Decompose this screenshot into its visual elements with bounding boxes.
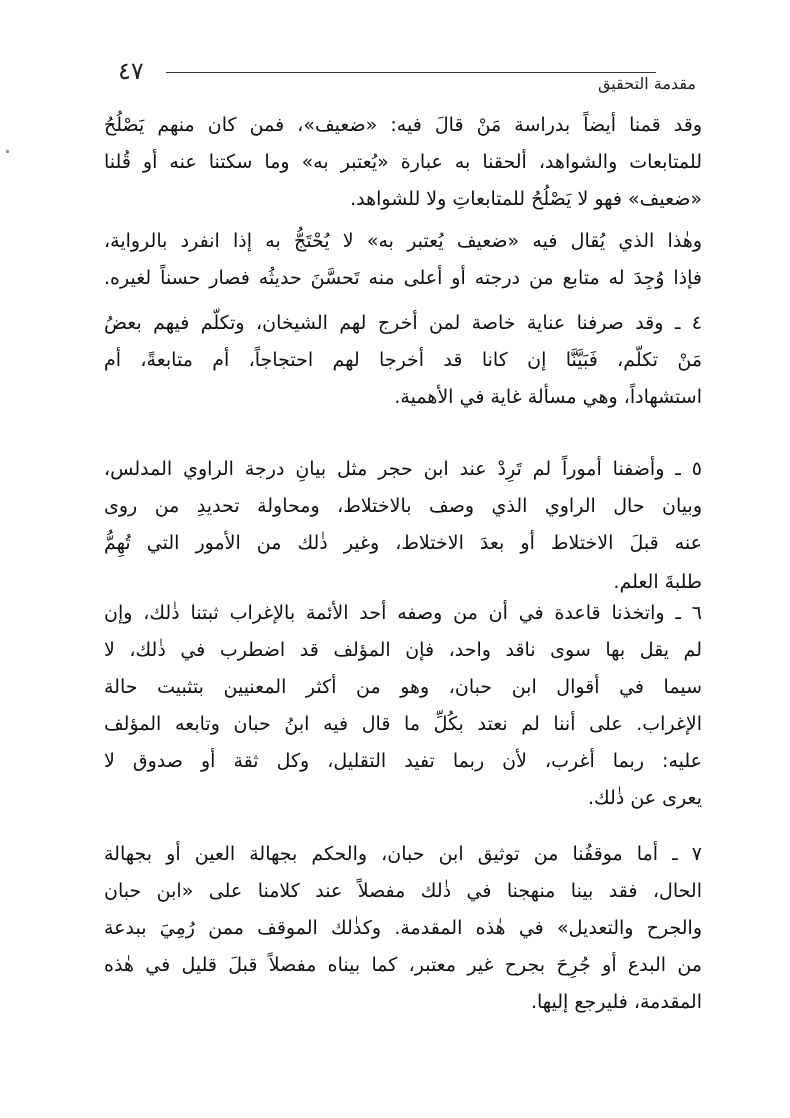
list-item-7-line: من البدع أو جُرِحَ بجرح غير معتبر، كما بيناه مفصلاً قبلَ قليل في هٰذه [104, 954, 702, 976]
running-title: مقدمة التحقيق [597, 74, 696, 93]
list-item-4-line: استشهاداً، وهي مسألة غاية في الأهمية. [394, 386, 702, 408]
margin-mark [6, 150, 9, 153]
running-header [118, 56, 696, 93]
list-item-5-line: طلبةَ العلم. [613, 571, 702, 593]
text-line: وقد قمنا أيضاً بدراسة مَنْ قالَ فيه: «ضعيف»، فمن كان منهم يَصْلُحُ [104, 114, 702, 136]
list-item-6-line: الإغراب. على أننا لم نعتد بكُلِّ ما قال فيه ابنُ حبان وتابعه المؤلف [104, 713, 702, 735]
list-item-6-line: يعرى عن ذٰلك. [588, 787, 702, 809]
list-item-6-line: لم يقل بها سوى ناقد واحد، فإن المؤلف قد اضطرب في ذٰلك، لا [104, 639, 702, 661]
list-item-5-line: ٥ ـ وأضفنا أموراً لم تَرِدْ عند ابن حجر مثل بيانِ درجة الراوي المدلس، [104, 458, 702, 480]
list-item-5-line: عنه قبلَ الاختلاط أو بعدَ الاختلاط، وغير ذٰلك من الأمور التي تُهِمُّ [104, 532, 702, 554]
text-line: «ضعيف» فهو لا يَصْلُحُ للمتابعاتِ ولا للشواهد. [350, 188, 702, 210]
header-rule [166, 72, 656, 73]
list-item-7-line: والجرح والتعديل» في هٰذه المقدمة. وكذٰلك الموقف ممن رُمِيَ ببدعة [104, 917, 702, 939]
page-number: ٤٧ [118, 57, 144, 85]
list-item-6-line: ٦ ـ واتخذنا قاعدة في أن من وصفه أحد الأئمة بالإغراب ثبتنا ذٰلك، وإن [104, 602, 702, 624]
list-item-4-line: مَنْ تكلّم، فَبَيَّنَّا إن كانا قد أخرجا لهم احتجاجاً، أم متابعةً، أم [104, 349, 702, 371]
list-item-7-line: الحال، فقد بينا منهجنا في ذٰلك مفصلاً عند كلامنا على «ابن حبان [104, 880, 702, 902]
text-line: للمتابعات والشواهد، ألحقنا به عبارة «يُعتبر به» وما سكتنا عنه أو قُلنا [104, 151, 702, 173]
text-line: وهٰذا الذي يُقال فيه «ضعيف يُعتبر به» لا يُحْتَجُّ به إذا انفرد بالرواية، [104, 230, 702, 252]
list-item-7-line: المقدمة، فليرجع إليها. [530, 991, 702, 1013]
list-item-7-line: ٧ ـ أما موقفُنا من توثيق ابن حبان، والحكم بجهالة العين أو بجهالة [104, 843, 702, 865]
text-line: فإذا وُجِدَ له متابع من درجته أو أعلى منه تَحسَّنَ حديثُه فصار حسناً لغيره. [104, 267, 702, 289]
list-item-5-line: وبيان حال الراوي الذي وصف بالاختلاط، ومحاولة تحديدِ من روى [104, 495, 702, 517]
list-item-6-line: عليه: ربما أغرب، لأن ربما تفيد التقليل، وكل ثقة أو صدوق لا [104, 750, 702, 772]
list-item-6-line: سيما في أقوال ابن حبان، وهو من أكثر المعنيين بتثبيت حالة [104, 676, 702, 698]
list-item-4-line: ٤ ـ وقد صرفنا عناية خاصة لمن أخرج لهم الشيخان، وتكلّم فيهم بعضُ [104, 312, 702, 334]
